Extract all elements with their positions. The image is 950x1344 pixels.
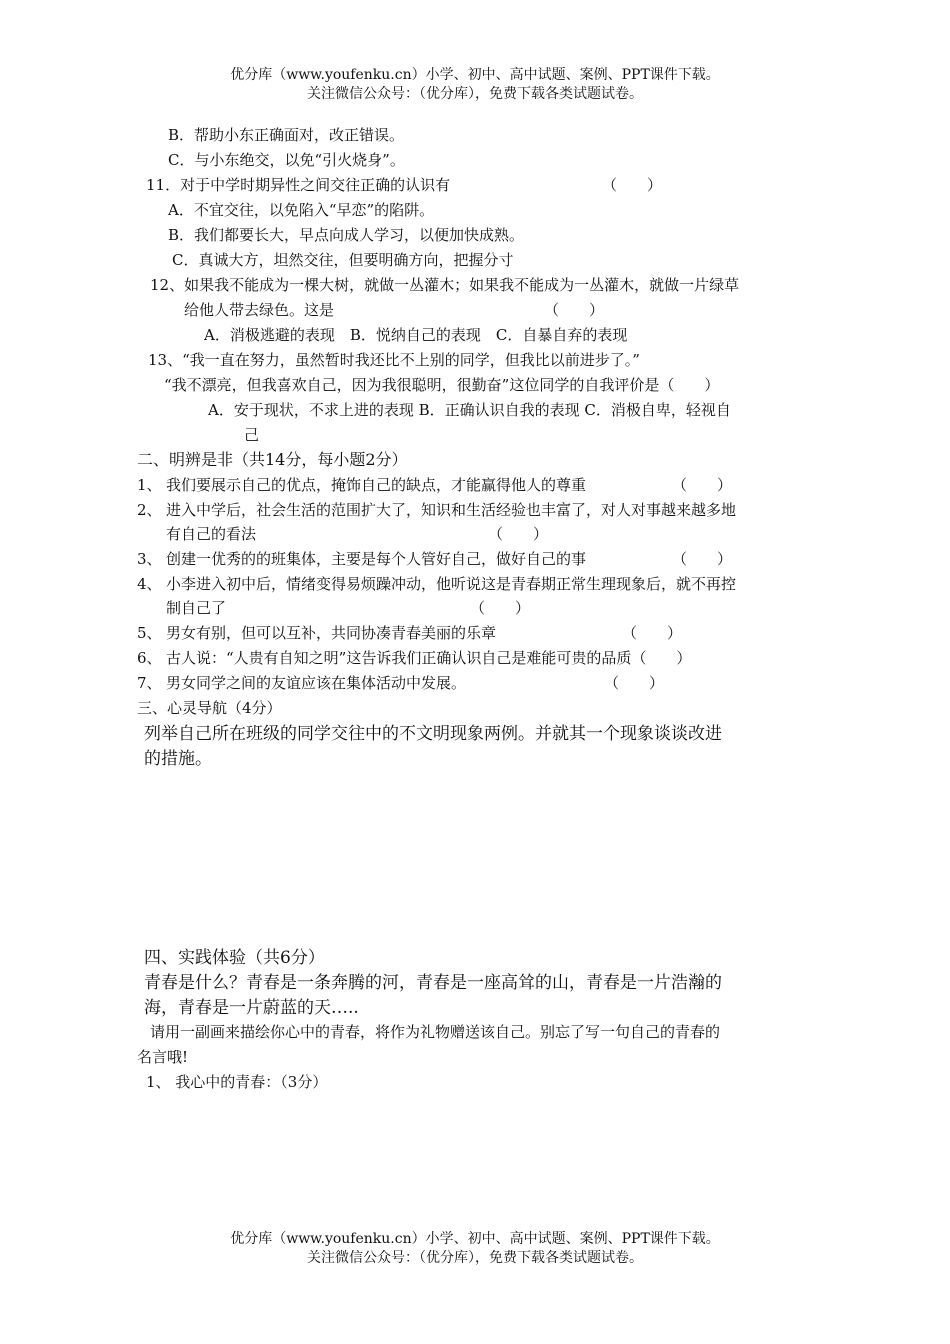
tf-2-text: 进入中学后，社会生活的范围扩大了，知识和生活经验也丰富了，对人对事越来越多地 <box>166 501 737 519</box>
tf-3-number: 3、 <box>137 550 162 568</box>
tf-2-text-line-2: 有自己的看法 <box>166 525 257 543</box>
tf-2-number: 2、 <box>137 501 162 519</box>
tf-4-text-line-2: 制自己了 <box>166 599 227 617</box>
section-4-para-line-1: 青春是什么？青春是一条奔腾的河，青春是一座高耸的山，青春是一片浩瀚的 <box>144 973 722 993</box>
section-4-instruction-line-1: 请用一副画来描绘你心中的青春，将作为礼物赠送该自己。别忘了写一句自己的青春的 <box>150 1023 721 1041</box>
tf-7-text: 男女同学之间的友谊应该在集体活动中发展。 <box>166 674 467 692</box>
tf-7-number: 7、 <box>137 674 162 692</box>
section-4-title: 四、实践体验（共6分） <box>144 948 325 968</box>
tf-4-text: 小李进入初中后，情绪变得易烦躁冲动，他听说这是青春期正常生理现象后，就不再控 <box>166 575 737 593</box>
q13-options-line-1: A．安于现状，不求上进的表现 B．正确认识自我的表现 C．消极自卑，轻视自 <box>208 401 731 419</box>
tf-3-answer-blank: （ ） <box>672 550 733 568</box>
page-header-line-2: 关注微信公众号：（优分库），免费下载各类试题试卷。 <box>307 86 643 102</box>
tf-2-answer-blank: （ ） <box>488 525 549 543</box>
tf-5-answer-blank: （ ） <box>622 624 683 642</box>
q11-stem: 11．对于中学时期异性之间交往正确的认识有 <box>146 176 451 194</box>
page-footer-line-2: 关注微信公众号：（优分库），免费下载各类试题试卷。 <box>307 1250 643 1266</box>
section-4-para-line-2: 海，青春是一片蔚蓝的天….. <box>144 998 359 1018</box>
q11-option-c: C．真诚大方，坦然交往，但要明确方向，把握分寸 <box>172 251 514 269</box>
section-4-question-1: 1、 我心中的青春：（3分） <box>146 1073 328 1091</box>
section-2-title: 二、明辨是非（共14分，每小题2分） <box>137 450 408 469</box>
tf-4-number: 4、 <box>137 575 162 593</box>
q11-answer-blank: （ ） <box>602 176 663 194</box>
tf-1-number: 1、 <box>137 476 162 494</box>
section-3-prompt-line-1: 列举自己所在班级的同学交往中的不文明现象两例。并就其一个现象谈谈改进 <box>144 724 722 744</box>
section-3-title: 三、心灵导航（4分） <box>137 699 282 717</box>
section-4-instruction-line-2: 名言哦! <box>137 1048 189 1066</box>
tf-3-text: 创建一优秀的的班集体，主要是每个人管好自己，做好自己的事 <box>166 550 587 568</box>
q13-stem-line-2: “我不漂亮，但我喜欢自己，因为我很聪明，很勤奋”这位同学的自我评价是（ ） <box>164 376 720 394</box>
q10-option-c: C．与小东绝交，以免“引火烧身”。 <box>168 151 405 169</box>
q12-stem-line-2: 给他人带去绿色。这是 <box>184 301 335 319</box>
q10-option-b: B．帮助小东正确面对，改正错误。 <box>168 126 405 144</box>
q13-stem-line-1: 13、“我一直在努力，虽然暂时我还比不上别的同学，但我比以前进步了。” <box>148 351 640 369</box>
tf-6-number: 6、 <box>137 649 162 667</box>
q11-option-b: B．我们都要长大，早点向成人学习，以便加快成熟。 <box>168 226 525 244</box>
q11-option-a: A．不宜交往，以免陷入“早恋”的陷阱。 <box>168 201 435 219</box>
q13-options-line-2: 己 <box>244 426 260 444</box>
q12-stem-line-1: 12、如果我不能成为一棵大树，就做一丛灌木；如果我不能成为一丛灌木，就做一片绿草 <box>150 276 740 294</box>
section-3-prompt-line-2: 的措施。 <box>144 749 212 769</box>
page-header-line-1: 优分库（www.youfenku.cn）小学、初中、高中试题、案例、PPT课件下载。 <box>230 67 720 83</box>
q12-answer-blank: （ ） <box>544 301 605 319</box>
tf-1-answer-blank: （ ） <box>672 476 733 494</box>
tf-6-text: 古人说：“人贵有自知之明”这告诉我们正确认识自己是难能可贵的品质（ ） <box>166 649 692 667</box>
q12-options: A．消极逃避的表现 B．悦纳自己的表现 C．自暴自弃的表现 <box>204 326 628 344</box>
tf-7-answer-blank: （ ） <box>604 674 665 692</box>
tf-4-answer-blank: （ ） <box>470 599 531 617</box>
page-footer-line-1: 优分库（www.youfenku.cn）小学、初中、高中试题、案例、PPT课件下载。 <box>230 1231 720 1247</box>
tf-5-number: 5、 <box>137 624 162 642</box>
tf-5-text: 男女有别，但可以互补，共同协凑青春美丽的乐章 <box>166 624 497 642</box>
tf-1-text: 我们要展示自己的优点，掩饰自己的缺点，才能赢得他人的尊重 <box>166 476 587 494</box>
